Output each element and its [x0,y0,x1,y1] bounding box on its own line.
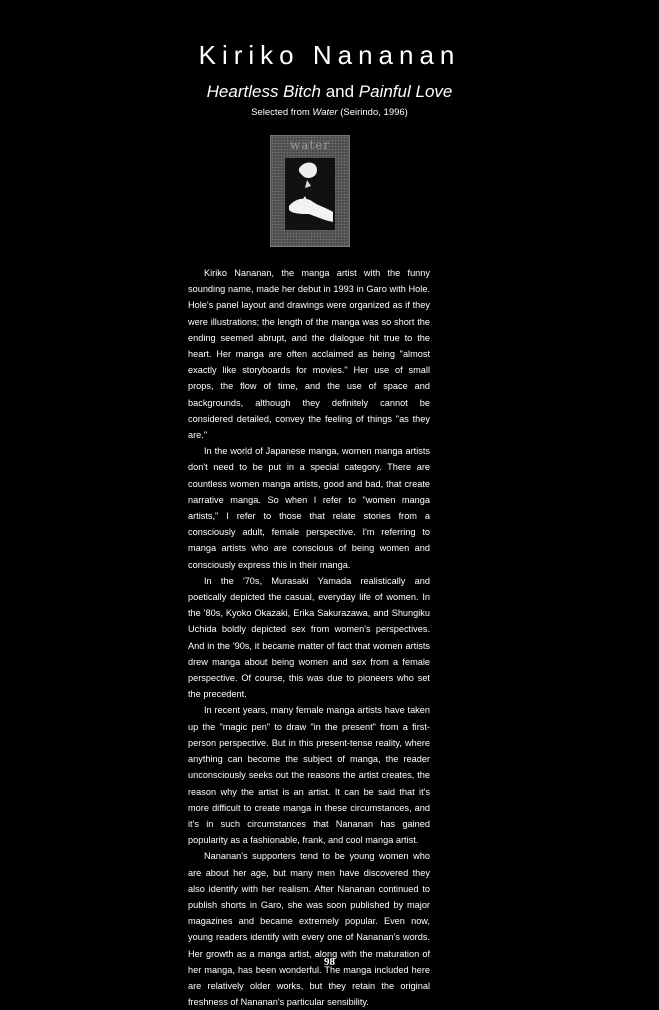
cover-title: water [289,138,331,152]
article-body [188,265,430,1010]
work-title-conjunction: and [320,82,359,101]
work-titles [0,82,659,102]
page-number: 98 [324,956,335,968]
paragraph: In the '70s, Murasaki Yamada realistically and poetically depicted the casual, everyday life of women. In the '80s, Kyoko Okazaki, Erika Sakurazawa, and Shungiku Uchida boldly depicted sex from women's perspectives. And in the '90s, it became matter of fact that women artists drew manga about being women and sex from a female perspective. Of course, this was due to pioneers who set the precedent. [188,575,430,700]
source-citation [0,107,659,118]
cover-illustration [271,136,349,246]
paragraph: Kiriko Nananan, the manga artist with the funny sounding name, made her debut in 1993 in Garo with Hole. Hole's panel layout and drawings were organized as if they were illustrations; the length of the manga was so short the ending seemed abrupt, and the dialogue hit true to the heart. Her manga are often acclaimed as being "almost exactly like storyboards for movies." Her use of small props, the flow of time, and the use of space and backgrounds, although they definitely cannot be considered detailed, convey the feeling of things "as they are." [188,268,430,441]
source-publisher: (Seirindo, 1996) [337,107,408,118]
work-title-2: Painful Love [358,82,453,101]
source-book-title: Water [312,107,338,118]
page-title: Kiriko Nananan [198,40,461,70]
book-cover-image [270,135,350,247]
paragraph: In the world of Japanese manga, women manga artists don't need to be put in a special category. There are countless women manga artists, good and bad, that create narrative manga. So when I refer to "women manga artists," I refer to those that relate stories from a consciously adult, female perspective. I'm referring to manga artists who are conscious of being women and consciously express this in their manga. [188,446,430,570]
source-prefix: Selected from [251,107,313,118]
paragraph: In recent years, many female manga artists have taken up the "magic pen" to draw "in the present" from a first-person perspective. But in this present-tense reality, where anything can become the subject of manga, the reader unconsciously seeks out the reasons the artist creates, the reason why the artist is an artist. It can be said that it's more difficult to create manga in these circumstances, and it's in such circumstances that Nananan has gained popularity as a fashionable, frank, and cool manga artist. [188,705,430,846]
work-title-1: Heartless Bitch [206,82,321,101]
paragraph: Nananan's supporters tend to be young women who are about her age, but many men have discovered they also identify with her realism. After Nananan continued to publish shorts in Garo, she was soon published by major magazines and became extremely popular. Even now, young readers identify with every one of Nananan's words. Her growth as a manga artist, along with the maturation of her manga, has been wonderful. The manga included here are relatively older works, but they retain the original freshness of Nananan's particular sensibility. [188,851,430,1008]
